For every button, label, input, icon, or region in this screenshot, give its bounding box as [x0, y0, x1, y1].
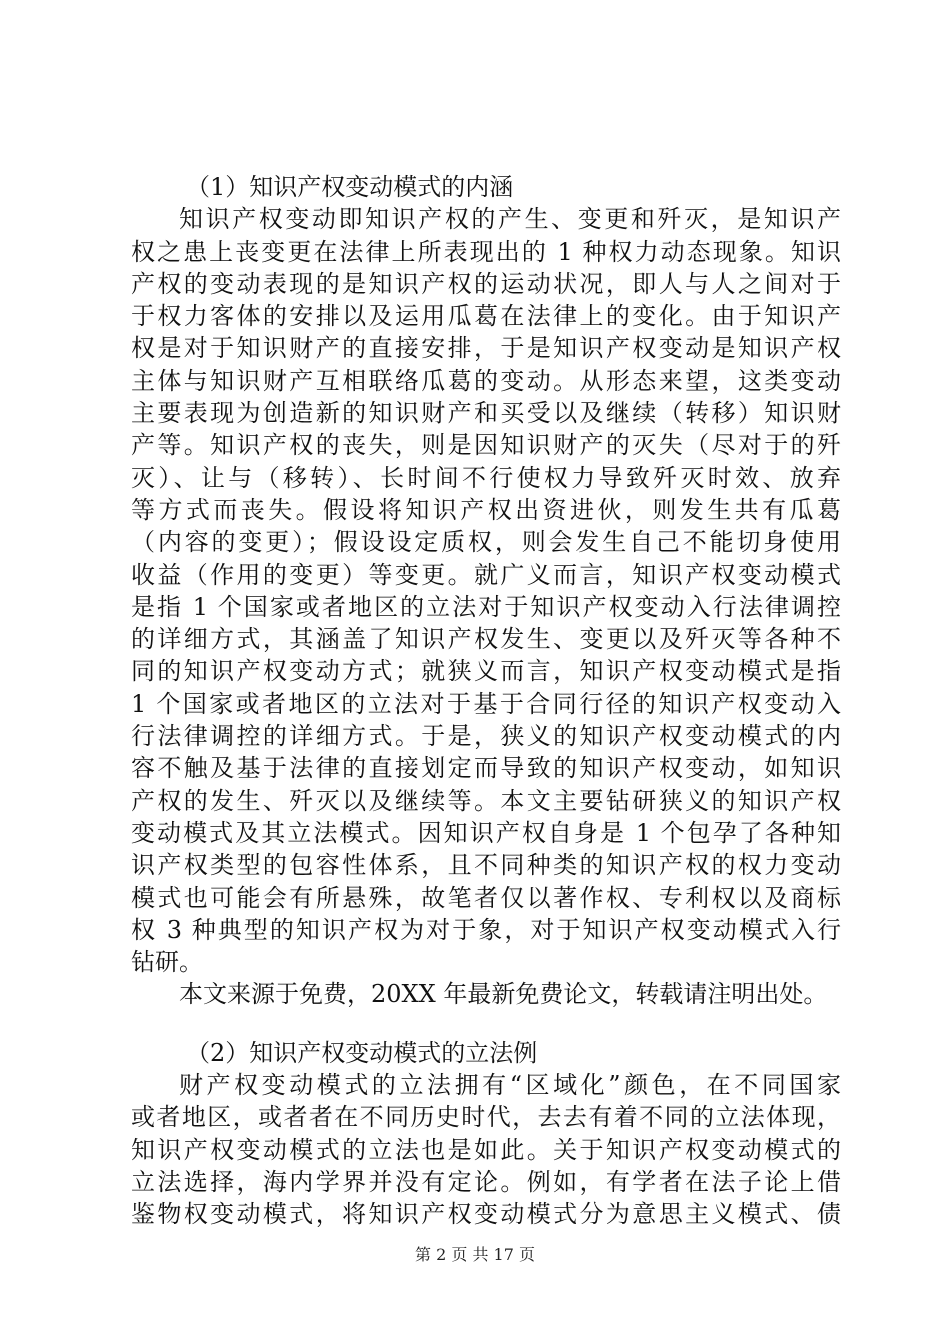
paragraph-line: 权是对于知识财产的直接安排，于是知识产权变动是知识产权 — [131, 334, 841, 363]
page-number-footer: 第 2 页 共 17 页 — [415, 1245, 535, 1264]
paragraph-line: 产权的发生、歼灭以及继续等。本文主要钻研狭义的知识产权 — [131, 786, 841, 815]
paragraph-line: 钻研。 — [131, 948, 203, 977]
page-body — [131, 171, 841, 1231]
paragraph-line: 等方式而丧失。假设将知识产权出资进伙，则发生共有瓜葛 — [131, 495, 841, 524]
section-heading-2: （2）知识产权变动模式的立法例 — [186, 1038, 538, 1067]
paragraph-line: 变动模式及其立法模式。因知识产权自身是 1 个包孕了各种知 — [131, 818, 841, 847]
paragraph-line: 或者地区，或者者在不同历史时代，去去有着不同的立法体现， — [131, 1103, 841, 1132]
paragraph-line: 权之患上丧变更在法律上所表现出的 1 种权力动态现象。知识 — [131, 237, 841, 266]
paragraph-line: 财产权变动模式的立法拥有“区域化”颜色，在不同国家 — [179, 1071, 841, 1100]
paragraph-line: 主要表现为创造新的知识财产和买受以及继续（转移）知识财 — [131, 399, 841, 428]
paragraph-line: 产等。知识产权的丧失，则是因知识财产的灭失（尽对于的歼 — [131, 431, 841, 460]
paragraph-line: 于权力客体的安排以及运用瓜葛在法律上的变化。由于知识产 — [131, 302, 841, 331]
paragraph-line: 知识产权变动模式的立法也是如此。关于知识产权变动模式的 — [131, 1135, 841, 1164]
paragraph-line: 权 3 种典型的知识产权为对于象，对于知识产权变动模式入行 — [131, 915, 841, 944]
paragraph-line: 立法选择，海内学界并没有定论。例如，有学者在法子论上借 — [131, 1167, 841, 1196]
paragraph-line: 知识产权变动即知识产权的产生、变更和歼灭，是知识产 — [179, 205, 841, 234]
paragraph-line: 主体与知识财产互相联络瓜葛的变动。从形态来望，这类变动 — [131, 366, 841, 395]
source-note: 本文来源于免费，20XX 年最新免费论文，转载请注明出处。 — [179, 980, 828, 1009]
paragraph-line: 是指 1 个国家或者地区的立法对于知识产权变动入行法律调控 — [131, 592, 841, 621]
paragraph-line: 产权的变动表现的是知识产权的运动状况，即人与人之间对于 — [131, 269, 841, 298]
paragraph-line: 容不触及基于法律的直接划定而导致的知识产权变动，如知识 — [131, 754, 841, 783]
section-heading-1: （1）知识产权变动模式的内涵 — [186, 173, 514, 201]
paragraph-line: 行法律调控的详细方式。于是，狭义的知识产权变动模式的内 — [131, 722, 841, 751]
paragraph-line: 灭）、让与（移转）、长时间不行使权力导致歼灭时效、放弃 — [131, 463, 841, 492]
paragraph-line: （内容的变更）；假设设定质权，则会发生自己不能切身使用 — [131, 528, 841, 557]
paragraph-line: 1 个国家或者地区的立法对于基于合同行径的知识产权变动入 — [131, 689, 841, 718]
paragraph-line: 的详细方式，其涵盖了知识产权发生、变更以及歼灭等各种不 — [131, 625, 841, 654]
paragraph-line: 收益（作用的变更）等变更。就广义而言，知识产权变动模式 — [131, 560, 841, 589]
paragraph-line: 同的知识产权变动方式；就狭义而言，知识产权变动模式是指 — [131, 657, 841, 686]
paragraph-line: 模式也可能会有所悬殊，故笔者仅以著作权、专利权以及商标 — [131, 883, 841, 912]
paragraph-line: 识产权类型的包容性体系，且不同种类的知识产权的权力变动 — [131, 851, 841, 880]
paragraph-line: 鉴物权变动模式，将知识产权变动模式分为意思主义模式、债 — [131, 1200, 841, 1229]
section-gap — [131, 1011, 841, 1037]
